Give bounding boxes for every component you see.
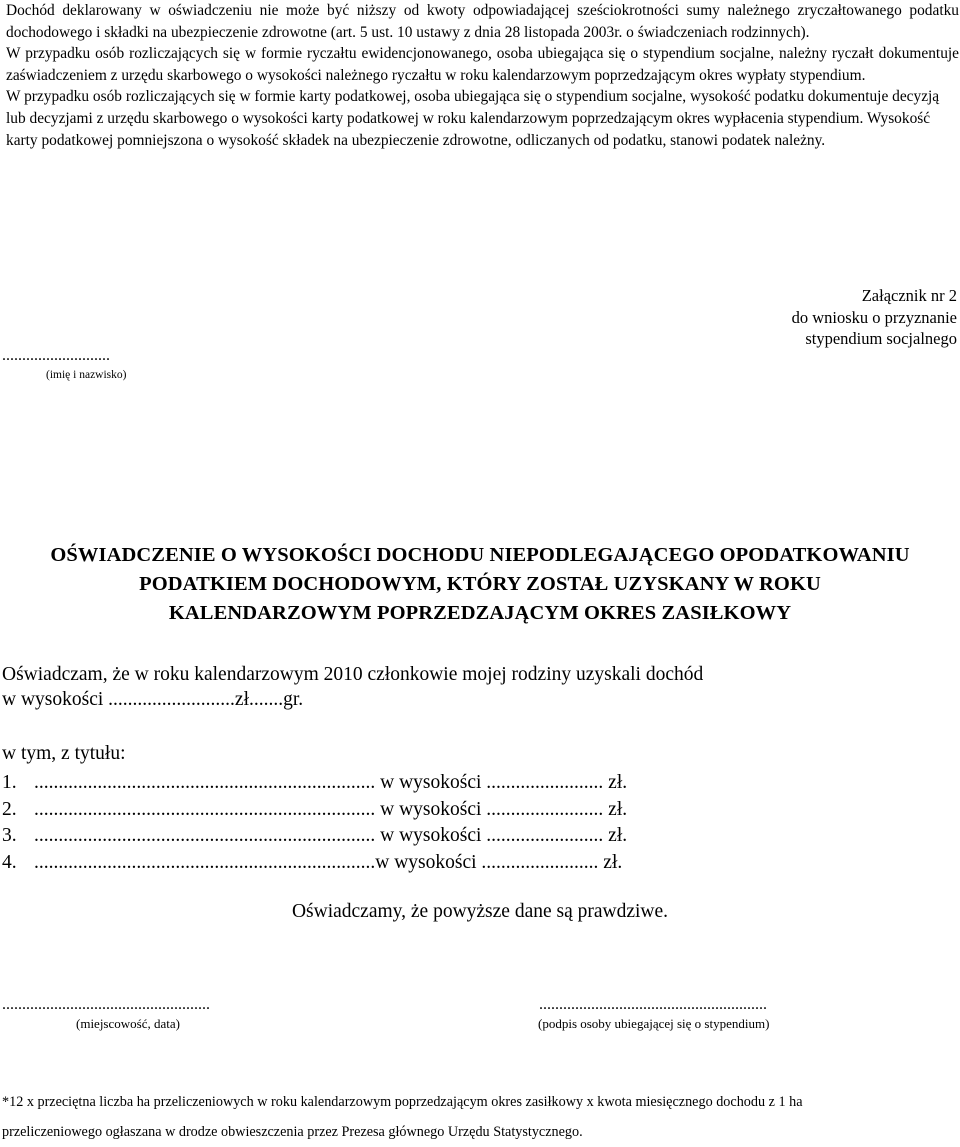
footnote-line-2: przeliczeniowego ogłaszana w drodze obwieszczenia przez Prezesa głównego Urzędu Statystycznego.	[2, 1124, 583, 1140]
annex-label	[792, 285, 957, 350]
annex-line-3: stypendium socjalnego	[805, 329, 957, 348]
title-line-1: OŚWIADCZENIE O WYSOKOŚCI DOCHODU NIEPODLEGAJĄCEGO OPODATKOWANIU	[50, 544, 910, 566]
truth-statement: Oświadczamy, że powyższe dane są prawdziwe.	[291, 901, 669, 922]
applicant-name-field[interactable]: ...........................	[2, 347, 110, 364]
title-line-3: KALENDARZOWYM POPRZEDZAJĄCYM OKRES ZASIŁKOWY	[168, 602, 792, 624]
item-fill-line[interactable]: ......................................................................w wysokości ........................ zł.	[34, 851, 623, 873]
item-number: 4.	[2, 851, 17, 873]
item-fill-line[interactable]: ...................................................................... w wysokości ........................ zł.	[34, 825, 628, 846]
intro-notes	[6, 0, 959, 151]
item-number: 1.	[2, 772, 17, 793]
signature-caption: (podpis osoby ubiegającej się o stypendium)	[538, 1016, 770, 1031]
income-items-list	[2, 770, 627, 876]
item-number: 3.	[2, 825, 17, 846]
declaration-line-1: Oświadczam, że w roku kalendarzowym 2010 członkowie mojej rodziny uzyskali dochód	[2, 664, 704, 685]
declaration	[2, 663, 703, 712]
annex-number: Załącznik nr 2	[861, 286, 957, 305]
intro-paragraph-2: W przypadku osób rozliczających się w formie ryczałtu ewidencjonowanego, osoba ubiegająca się o stypendium socjalne, należny ryczałt dokumentuje zaświadczeniem z urzędu skarbowego o wysokości należnego ryczałtu w roku kalendarzowym poprzedzającym okres wypłaty stypendium.	[6, 45, 959, 84]
income-item[interactable]	[2, 850, 627, 877]
item-fill-line[interactable]: ...................................................................... w wysokości ........................ zł.	[34, 798, 628, 820]
item-fill-line[interactable]: ...................................................................... w wysokości ........................ zł.	[34, 772, 628, 793]
footnote	[2, 1087, 958, 1147]
income-item[interactable]	[2, 797, 627, 824]
footnote-line-1: *12 x przeciętna liczba ha przeliczeniowych w roku kalendarzowym poprzedzającym okres zasiłkowy x kwota miesięcznego dochodu z 1 ha	[2, 1094, 803, 1110]
signature-field[interactable]: .........................................................	[539, 996, 767, 1013]
declaration-amount-field[interactable]: w wysokości ..........................zł.......gr.	[2, 688, 304, 710]
item-number: 2.	[2, 798, 17, 820]
document-title	[0, 541, 960, 628]
title-line-2: PODATKIEM DOCHODOWYM, KTÓRY ZOSTAŁ UZYSKANY W ROKU	[139, 573, 821, 595]
intro-paragraph-1: Dochód deklarowany w oświadczeniu nie może być niższy od kwoty odpowiadającej sześciokrotności sumy należnego zryczałtowanego podatku dochodowego i składki na ubezpieczenie zdrowotne (art. 5 ust. 10 ustawy z dnia 28 listopada 2003r. o świadczeniach rodzinnych).	[6, 2, 959, 41]
income-item[interactable]	[2, 823, 627, 850]
place-date-caption: (miejscowość, data)	[76, 1016, 180, 1031]
income-item[interactable]	[2, 770, 627, 797]
applicant-name-caption: (imię i nazwisko)	[46, 369, 127, 381]
intro-paragraph-3: W przypadku osób rozliczających się w formie karty podatkowej, osoba ubiegająca się o stypendium socjalne, wysokość podatku dokumentuje decyzją lub decyzjami z urzędu skarbowego o wysokości karty podatkowej w roku kalendarzowym poprzedzającym okres wypłacenia stypendium. Wysokość karty podatkowej pomniejszona o wysokość składek na ubezpieczenie zdrowotne, odliczanych od podatku, stanowi podatek należny.	[6, 88, 940, 149]
place-date-field[interactable]: ....................................................	[2, 996, 210, 1013]
annex-line-2: do wniosku o przyznanie	[791, 307, 957, 327]
income-breakdown-label: w tym, z tytułu:	[2, 743, 126, 764]
